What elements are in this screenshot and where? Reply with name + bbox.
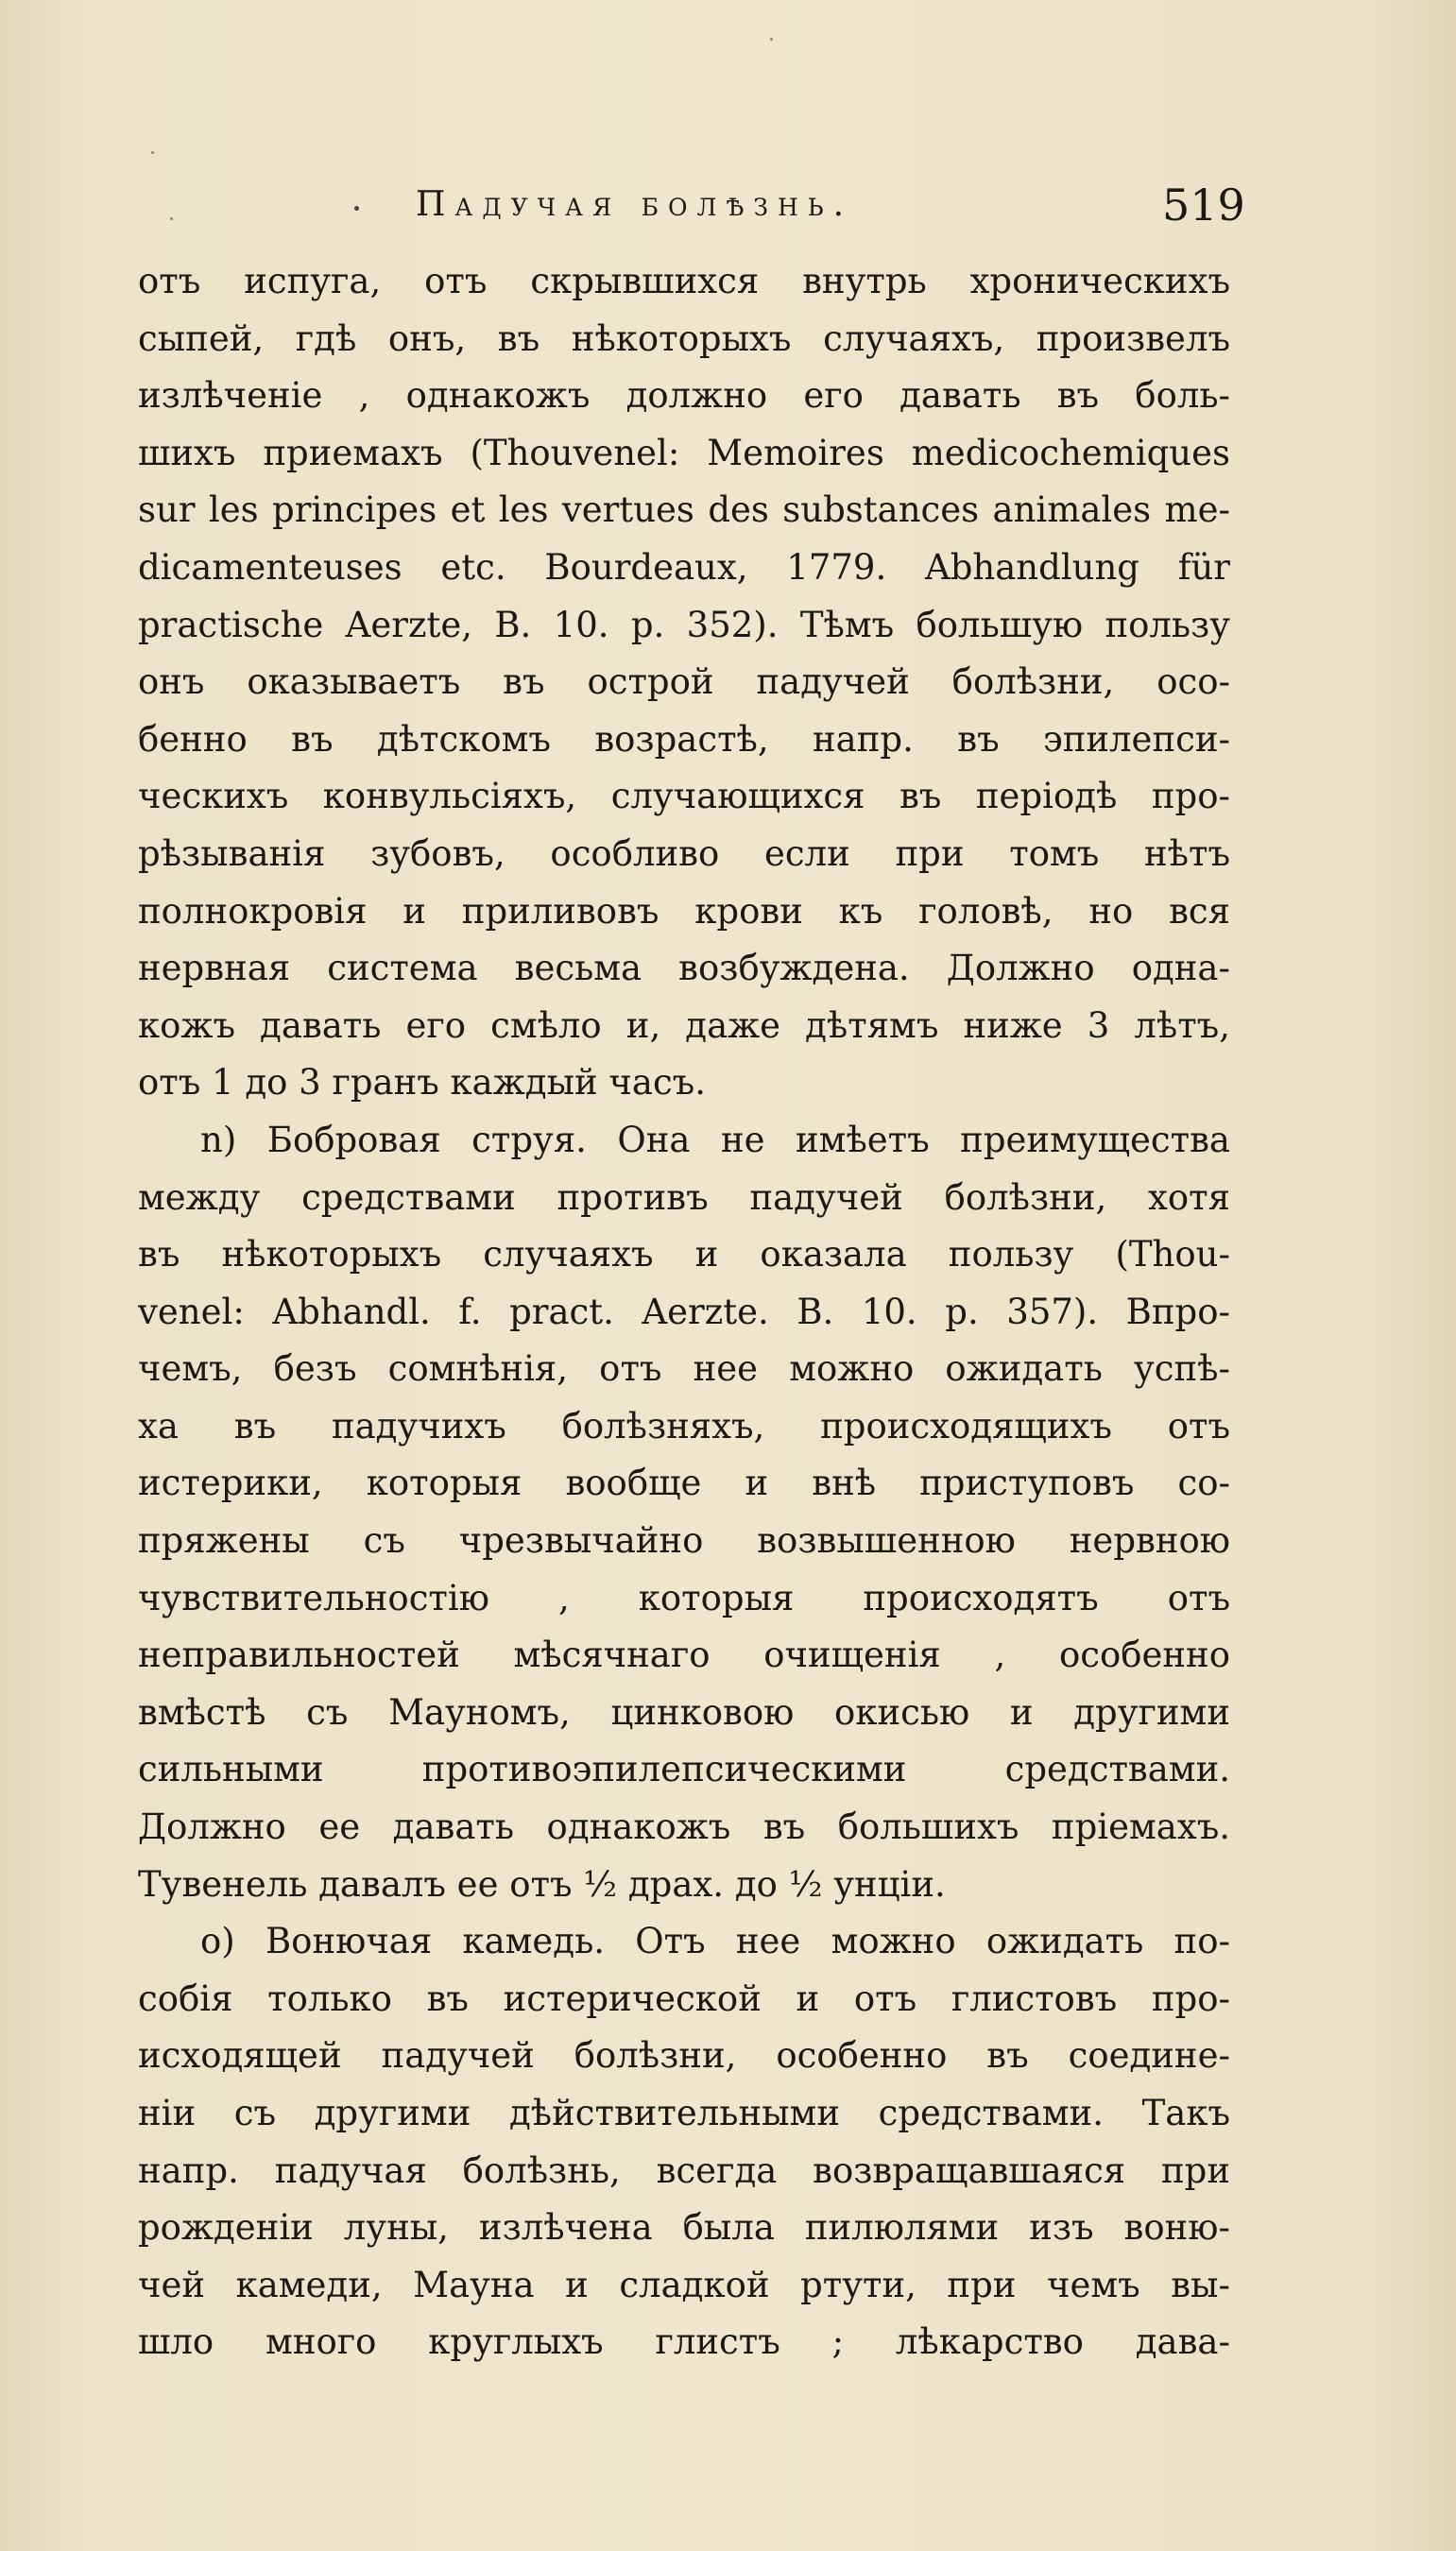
text-line: sur les principes et les vertues des substances animales me- [138, 489, 1230, 531]
text-line: чей камеди, Мауна и сладкой ртути, при чемъ вы- [138, 2264, 1230, 2305]
text-line: кожъ давать его смѣло и, даже дѣтямъ ниже 3 лѣтъ, [138, 1004, 1230, 1046]
header-dot-mark [354, 206, 359, 211]
page-header [0, 180, 1456, 242]
text-line: вмѣстѣ съ Мауномъ, цинковою окисью и другими [138, 1691, 1230, 1733]
text-line: онъ оказываетъ въ острой падучей болѣзни, осо- [138, 661, 1230, 703]
text-line: ніи съ другими дѣйствительными средствами. Такъ [138, 2093, 1230, 2133]
text-line: рѣзыванія зубовъ, особливо если при томъ нѣтъ [138, 832, 1230, 874]
text-line: исходящей падучей болѣзни, особенно въ соедине- [138, 2035, 1230, 2077]
text-line: ха въ падучихъ болѣзняхъ, происходящихъ отъ [138, 1405, 1230, 1447]
text-line: пряжены съ чрезвычайно возвышенною нервною [138, 1520, 1230, 1562]
text-line: нервная система весьма возбуждена. Должно одна- [138, 948, 1230, 989]
text-line: Тувенель давалъ ее отъ ½ драх. до ½ унціи. [138, 1863, 946, 1905]
text-line: рожденіи луны, излѣчена была пилюлями изъ воню- [138, 2207, 1230, 2249]
text-line: сыпей, гдѣ онъ, въ нѣкоторыхъ случаяхъ, произвелъ [138, 317, 1230, 359]
text-line: отъ испуга, отъ скрывшихся внутрь хроническихъ [138, 261, 1230, 301]
paper-speck [151, 151, 154, 154]
text-line: полнокровія и приливовъ крови къ головѣ, но вся [138, 890, 1230, 932]
text-line: сильными противоэпилепсическими средствами. [138, 1749, 1230, 1790]
text-line: бенно въ дѣтскомъ возрастѣ, напр. въ эпилепси- [138, 718, 1230, 760]
text-line: отъ 1 до 3 гранъ каждый часъ. [138, 1062, 706, 1104]
text-line: Должно ее давать однакожъ въ большихъ пріемахъ. [138, 1806, 1230, 1848]
text-line: n) Бобровая струя. Она не имѣетъ преимущества [200, 1119, 1230, 1160]
text-line: шло много круглыхъ глистъ ; лѣкарство дава- [138, 2321, 1230, 2363]
text-line: чемъ, безъ сомнѣнія, отъ нее можно ожидать успѣ- [138, 1348, 1230, 1390]
text-line: излѣченіе , однакожъ должно его давать въ боль- [138, 375, 1230, 417]
text-line: practische Aerzte, B. 10. p. 352). Тѣмъ большую пользу [138, 604, 1230, 645]
body-text [138, 253, 1230, 2371]
text-line: напр. падучая болѣзнь, всегда возвращавшаяся при [138, 2149, 1230, 2191]
running-title: Падучая болѣзнь. [416, 185, 854, 224]
text-line: o) Вонючая камедь. Отъ нее можно ожидать по- [200, 1921, 1230, 1962]
text-line: ческихъ конвульсіяхъ, случающихся въ періодѣ про- [138, 776, 1230, 817]
text-line: въ нѣкоторыхъ случаяхъ и оказала пользу (Thou- [138, 1234, 1230, 1276]
text-line: venel: Abhandl. f. pract. Aerzte. B. 10. p. 357). Впро- [138, 1291, 1230, 1332]
text-line: чувствительностію , которыя происходятъ отъ [138, 1577, 1230, 1618]
text-line: dicamenteuses etc. Bourdeaux, 1779. Abhandlung für [138, 546, 1230, 588]
text-line: между средствами противъ падучей болѣзни, хотя [138, 1176, 1230, 1218]
text-line: неправильностей мѣсячнаго очищенія , особенно [138, 1635, 1230, 1676]
text-line: собія только въ истерической и отъ глистовъ про- [138, 1977, 1230, 2019]
text-line: шихъ приемахъ (Thouvenel: Memoires medicochemiques [138, 432, 1230, 473]
paper-speck [770, 38, 773, 41]
text-line: истерики, которыя вообще и внѣ приступовъ со- [138, 1463, 1230, 1504]
page-number: 519 [1162, 180, 1245, 231]
